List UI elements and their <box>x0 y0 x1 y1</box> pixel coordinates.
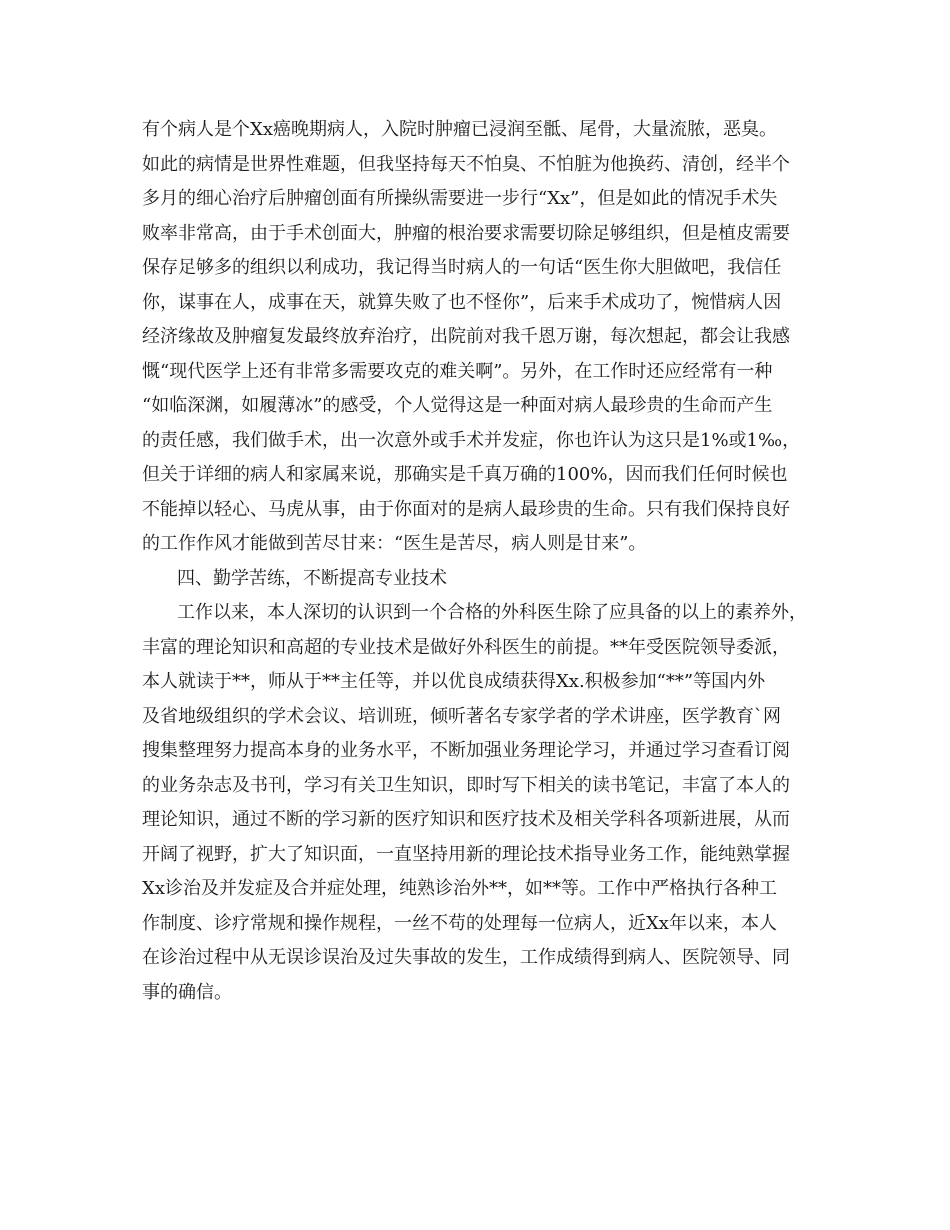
text-line: 的工作作风才能做到苦尽甘来：“医生是苦尽，病人则是甘来”。 <box>142 533 647 554</box>
text-line: “如临深渊，如履薄冰”的感受，个人觉得这是一种面对病人最珍贵的生命而产生 <box>142 395 773 416</box>
text-line: Xx诊治及并发症及合并症处理，纯熟诊治外**，如**等。工作中严格执行各种工 <box>142 878 777 899</box>
text-line: 你，谋事在人，成事在天，就算失败了也不怪你”，后来手术成功了，惋惜病人因 <box>142 291 782 313</box>
text-line: 不能掉以轻心、马虎从事，由于你面对的是病人最珍贵的生命。只有我们保持良好 <box>142 498 790 520</box>
text-line: 本人就读于**，师从于**主任等，并以优良成绩获得Xx.积极参加“**”等国内外 <box>142 671 766 692</box>
text-line: 作制度、诊疗常规和操作规程，一丝不苟的处理每一位病人，近Xx年以来，本人 <box>142 912 777 934</box>
text-line: 及省地级组织的学术会议、培训班，倾听著名专家学者的学术讲座，医学教育`网 <box>142 705 781 727</box>
text-line: 如此的病情是世界性难题，但我坚持每天不怕臭、不怕脏为他换药、清创，经半个 <box>142 153 790 175</box>
text-line: 但关于详细的病人和家属来说，那确实是千真万确的100%，因而我们任何时候也 <box>142 464 788 485</box>
text-line: 经济缘故及肿瘤复发最终放弃治疗，出院前对我千恩万谢，每次想起，都会让我感 <box>142 326 790 347</box>
text-line: 的责任感，我们做手术，出一次意外或手术并发症，你也许认为这只是1%或1‰， <box>142 429 801 451</box>
text-line: 败率非常高，由于手术创面大，肿瘤的根治要求需要切除足够组织，但是植皮需要 <box>142 222 790 244</box>
text-line: 搜集整理努力提高本身的业务水平，不断加强业务理论学习，并通过学习查看订阅 <box>142 740 790 761</box>
text-line: 保存足够多的组织以利成功，我记得当时病人的一句话“医生你大胆做吧，我信任 <box>142 257 782 278</box>
text-line: 慨“现代医学上还有非常多需要攻克的难关啊”。另外，在工作时还应经常有一种 <box>142 360 773 382</box>
text-line: 有个病人是个Xx癌晚期病人，入院时肿瘤已浸润至骶、尾骨，大量流脓，恶臭。 <box>142 119 777 140</box>
text-line: 事的确信。 <box>142 981 232 1003</box>
text-line: 多月的细心治疗后肿瘤创面有所操纵需要进一步行“Xx”，但是如此的情况手术失 <box>142 188 778 209</box>
document-body <box>142 113 842 1010</box>
text-line: 的业务杂志及书刊，学习有关卫生知识，即时写下相关的读书笔记，丰富了本人的 <box>142 774 790 796</box>
text-line: 理论知识，通过不断的学习新的医疗知识和医疗技术及相关学科各项新进展，从而 <box>142 809 790 830</box>
text-line: 在诊治过程中从无误诊误治及过失事故的发生，工作成绩得到病人、医院领导、同 <box>142 947 790 968</box>
section-heading: 四、勤学苦练，不断提高专业技术 <box>177 567 447 589</box>
text-line: 开阔了视野，扩大了知识面，一直坚持用新的理论技术指导业务工作，能纯熟掌握 <box>142 843 790 865</box>
text-line: 丰富的理论知识和高超的专业技术是做好外科医生的前提。**年受医院领导委派， <box>142 636 790 658</box>
paragraph-start-line: 工作以来，本人深切的认识到一个合格的外科医生除了应具备的以上的素养外， <box>177 602 807 623</box>
